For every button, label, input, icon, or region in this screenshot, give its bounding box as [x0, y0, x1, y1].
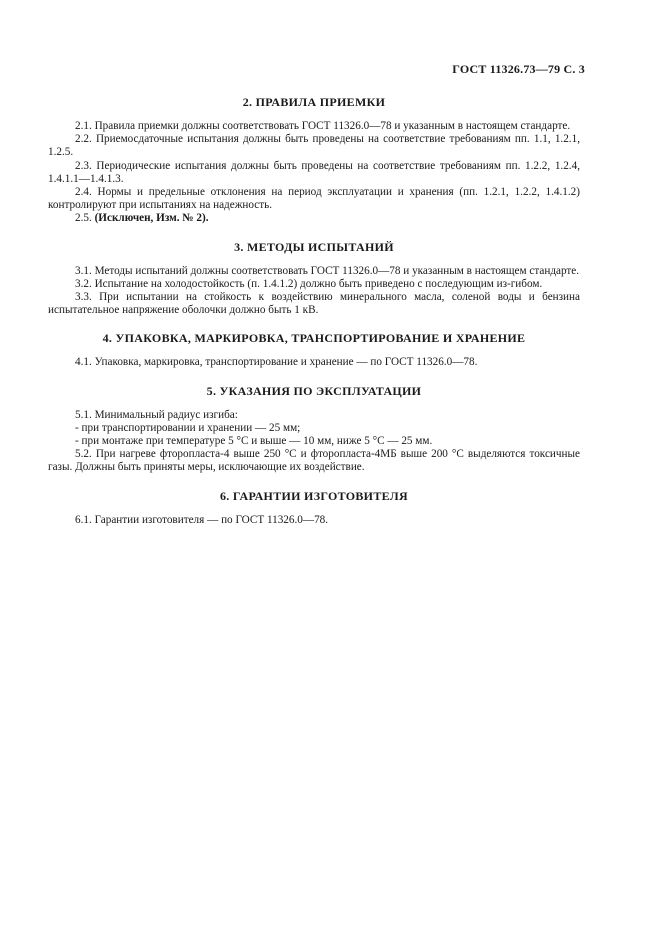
- paragraph-2-1: 2.1. Правила приемки должны соответствовать ГОСТ 11326.0—78 и указанным в настоящем стандарте.: [75, 120, 571, 132]
- paragraph-3-3: 3.3. При испытании на стойкость к воздействию минерального масла, соленой воды и бензина испытательное напряжение оболочки должно быть 1 кВ.: [48, 291, 580, 317]
- paragraph-2-3: 2.3. Периодические испытания должны быть проведены на соответствие требованиям пп. 1.2.2, 1.2.4, 1.4.1.1—1.4.1.3.: [48, 159, 580, 185]
- paragraph-5-2: 5.2. При нагреве фторопласта-4 выше 250 °С и фторопласта-4МБ выше 200 °С выделяются токсичные газы. Должны быть приняты меры, исключающие их воздействие.: [48, 448, 580, 474]
- page-header: ГОСТ 11326.73—79 С. 3: [452, 62, 585, 76]
- section-warranty: [48, 489, 580, 527]
- section-heading: 3. МЕТОДЫ ИСПЫТАНИЙ: [234, 239, 394, 254]
- paragraph-5-1: 5.1. Минимальный радиус изгиба:: [75, 408, 238, 421]
- section-heading: 4. УПАКОВКА, МАРКИРОВКА, ТРАНСПОРТИРОВАНИЕ И ХРАНЕНИЕ: [102, 331, 526, 346]
- paragraph-3-2: 3.2. Испытание на холодостойкость (п. 1.4.1.2) должно быть приведено с последующим из-гибом.: [75, 277, 543, 290]
- section-packaging: [48, 331, 580, 369]
- paragraph-4-1: 4.1. Упаковка, маркировка, транспортирование и хранение — по ГОСТ 11326.0—78.: [75, 356, 478, 369]
- section-heading: 2. ПРАВИЛА ПРИЕМКИ: [242, 95, 386, 109]
- paragraph-6-1: 6.1. Гарантии изготовителя — по ГОСТ 11326.0—78.: [75, 513, 329, 526]
- paragraph-2-5-number: 2.5.: [75, 212, 92, 225]
- paragraph-2-2: 2.2. Приемосдаточные испытания должны быть проведены на соответствие требованиям пп. 1.1, 1.2.1, 1.2.5.: [48, 133, 580, 159]
- section-heading: 5. УКАЗАНИЯ ПО ЭКСПЛУАТАЦИИ: [206, 383, 422, 398]
- section-heading: 6. ГАРАНТИИ ИЗГОТОВИТЕЛЯ: [220, 488, 408, 503]
- section-acceptance-rules: [48, 95, 580, 226]
- bullet-mounting: - при монтаже при температуре 5 °С и выше — 10 мм, ниже 5 °С — 25 мм.: [75, 435, 433, 448]
- paragraph-2-4: 2.4. Нормы и предельные отклонения на период эксплуатации и хранения (пп. 1.2.1, 1.2.2, 1.4.1.2) контролируют при испытаниях на надежность.: [48, 186, 580, 212]
- section-test-methods: [48, 240, 580, 318]
- document-body: [48, 95, 580, 541]
- bullet-transport: - при транспортировании и хранении — 25 мм;: [75, 421, 301, 434]
- section-operation: [48, 384, 580, 475]
- paragraph-2-5-text: (Исключен, Изм. № 2).: [94, 212, 209, 225]
- paragraph-2-5: [48, 212, 580, 225]
- paragraph-3-1: 3.1. Методы испытаний должны соответствовать ГОСТ 11326.0—78 и указанным в настоящем стандарте.: [75, 264, 580, 277]
